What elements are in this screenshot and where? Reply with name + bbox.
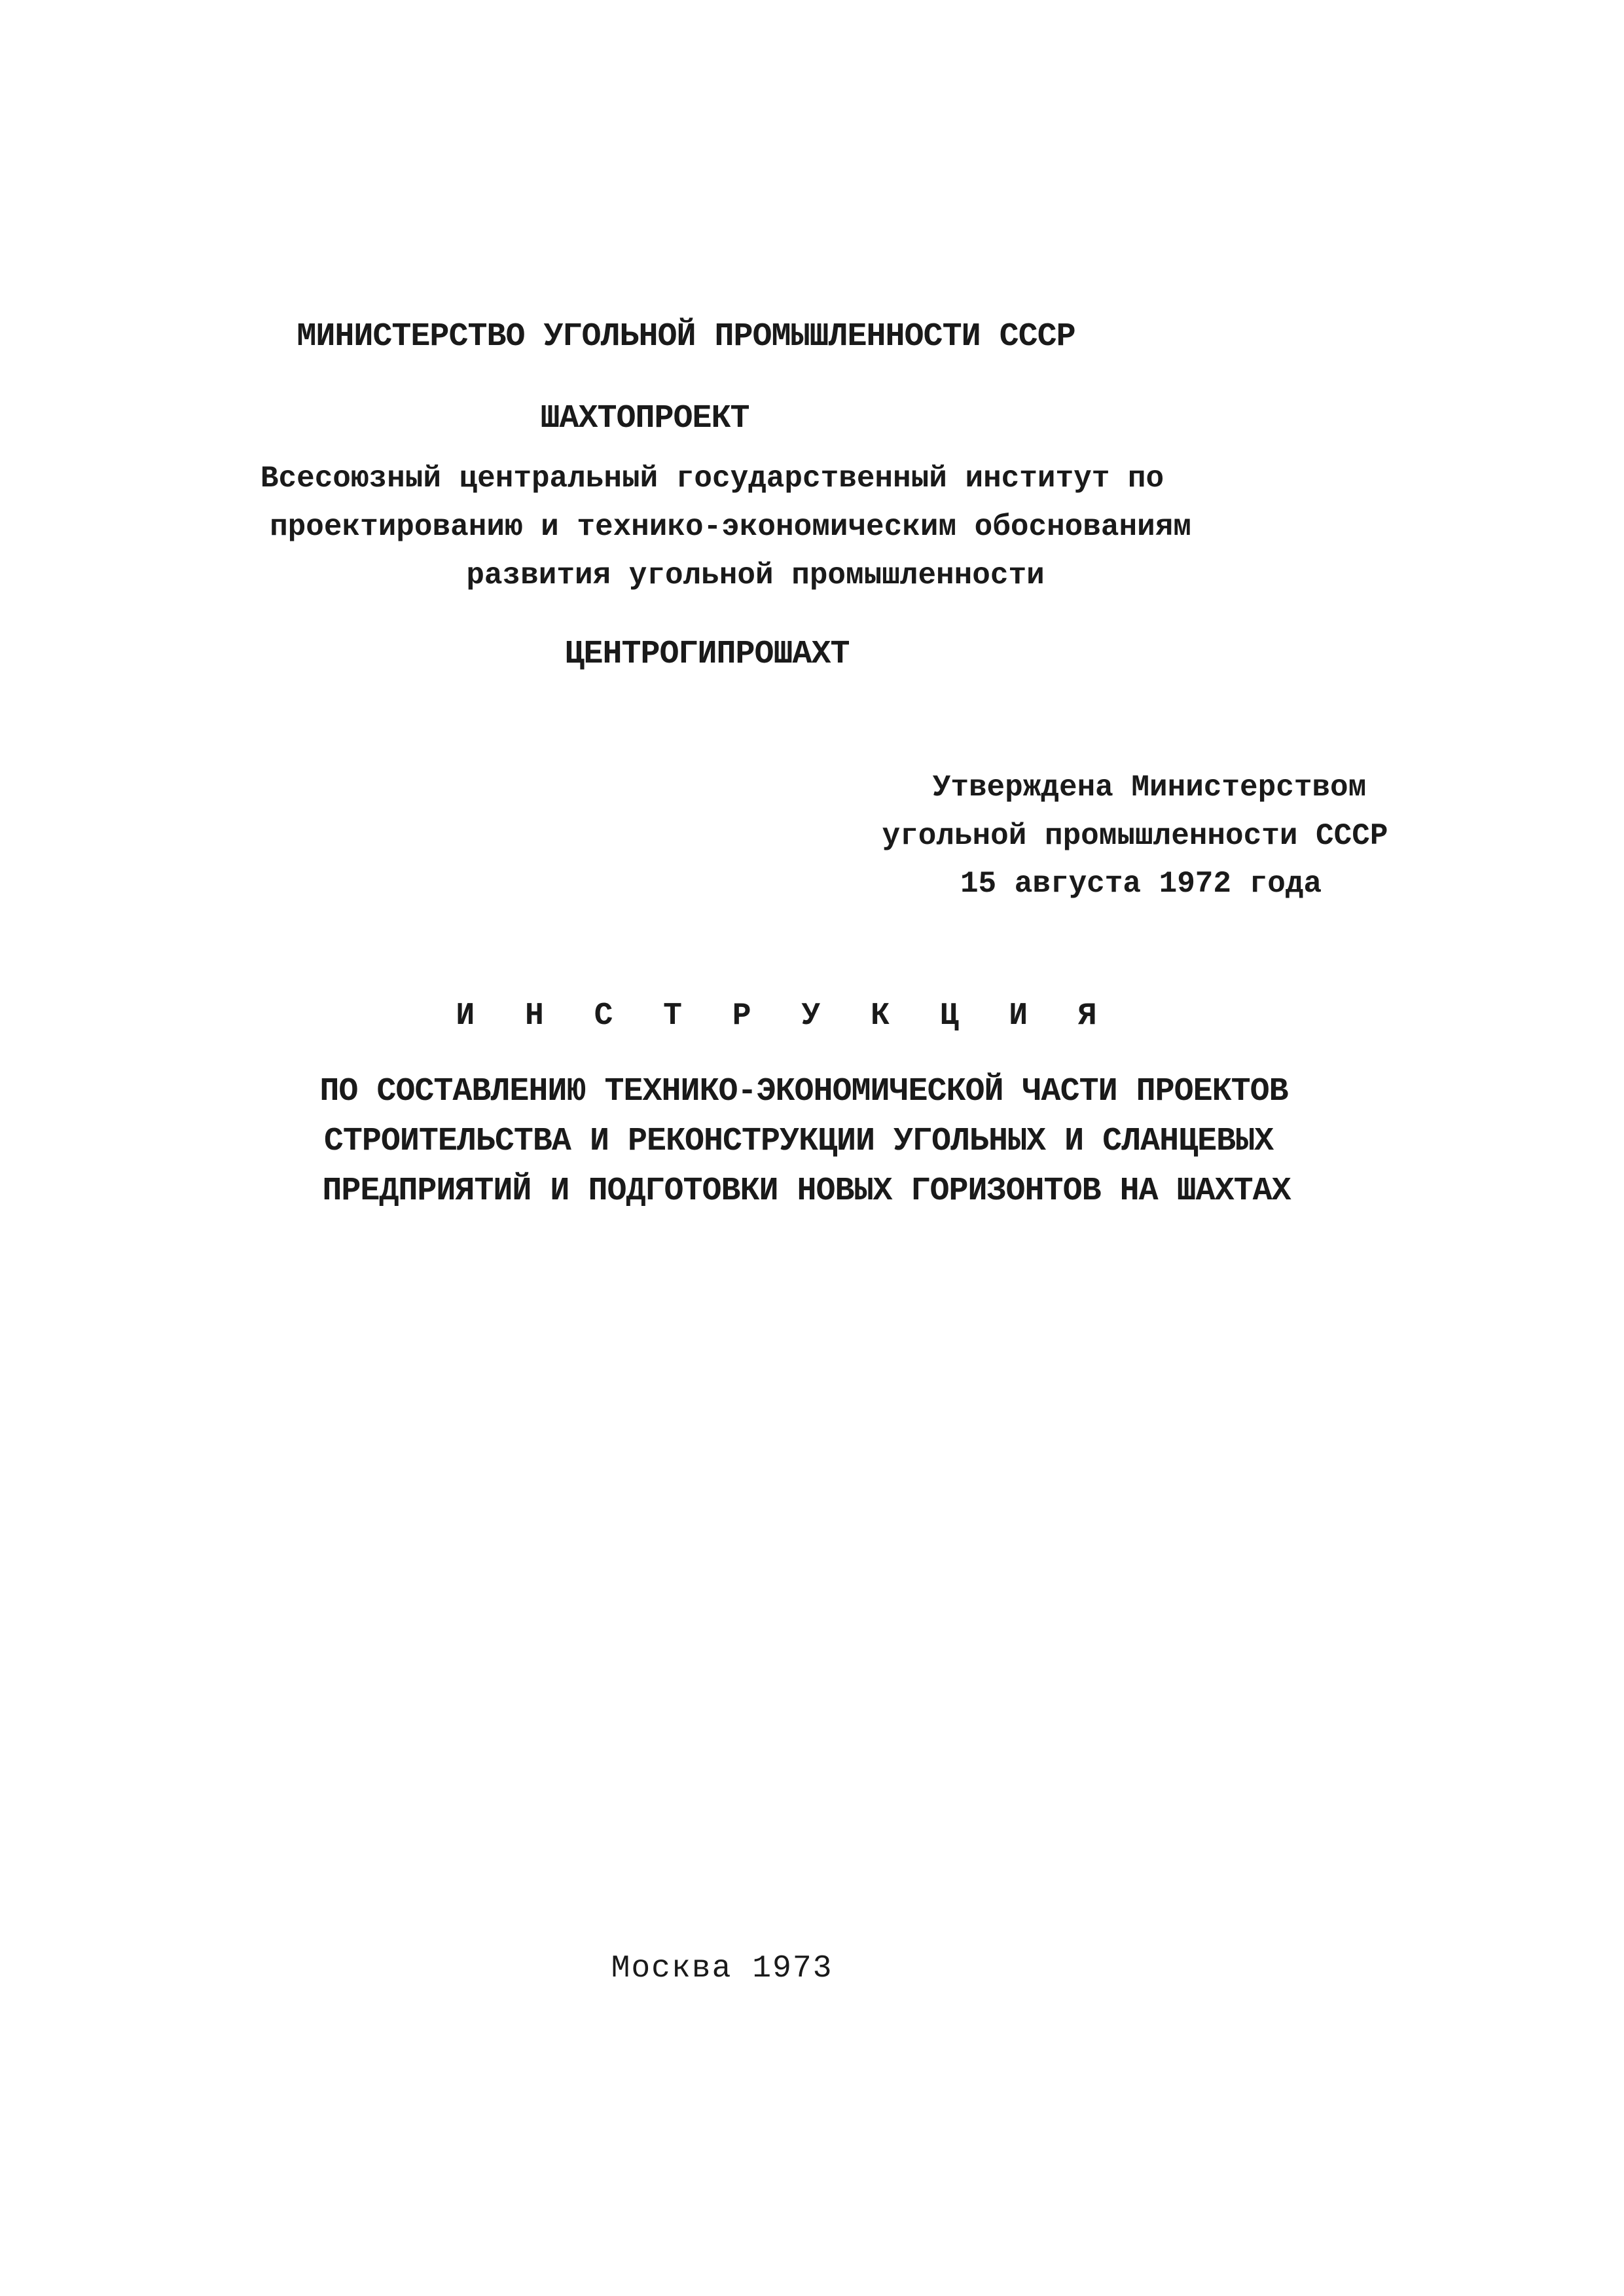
document-type: И Н С Т Р У К Ц И Я [456, 998, 1113, 1034]
institute-line-1: Всесоюзный центральный государственный институт по [260, 462, 1164, 496]
place-and-year: Москва 1973 [611, 1951, 833, 1986]
document-title-line-3: ПРЕДПРИЯТИЙ И ПОДГОТОВКИ НОВЫХ ГОРИЗОНТОВ НА ШАХТАХ [322, 1173, 1291, 1210]
document-title-line-1: ПО СОСТАВЛЕНИЮ ТЕХНИКО-ЭКОНОМИЧЕСКОЙ ЧАСТИ ПРОЕКТОВ [319, 1073, 1288, 1110]
ministry-name: МИНИСТЕРСТВО УГОЛЬНОЙ ПРОМЫШЛЕННОСТИ СССР [297, 318, 1075, 355]
organization-name: ШАХТОПРОЕКТ [540, 400, 749, 437]
approval-line-2: угольной промышленности СССР [882, 819, 1388, 853]
institute-line-3: развития угольной промышленности [466, 558, 1045, 592]
approval-date: 15 августа 1972 года [960, 867, 1322, 901]
institute-line-2: проектированию и технико-экономическим обоснованиям [270, 510, 1191, 544]
document-title-line-2: СТРОИТЕЛЬСТВА И РЕКОНСТРУКЦИИ УГОЛЬНЫХ И СЛАНЦЕВЫХ [323, 1123, 1274, 1160]
approval-line-1: Утверждена Министерством [932, 771, 1367, 805]
institute-short-name: ЦЕНТРОГИПРОШАХТ [564, 636, 850, 673]
